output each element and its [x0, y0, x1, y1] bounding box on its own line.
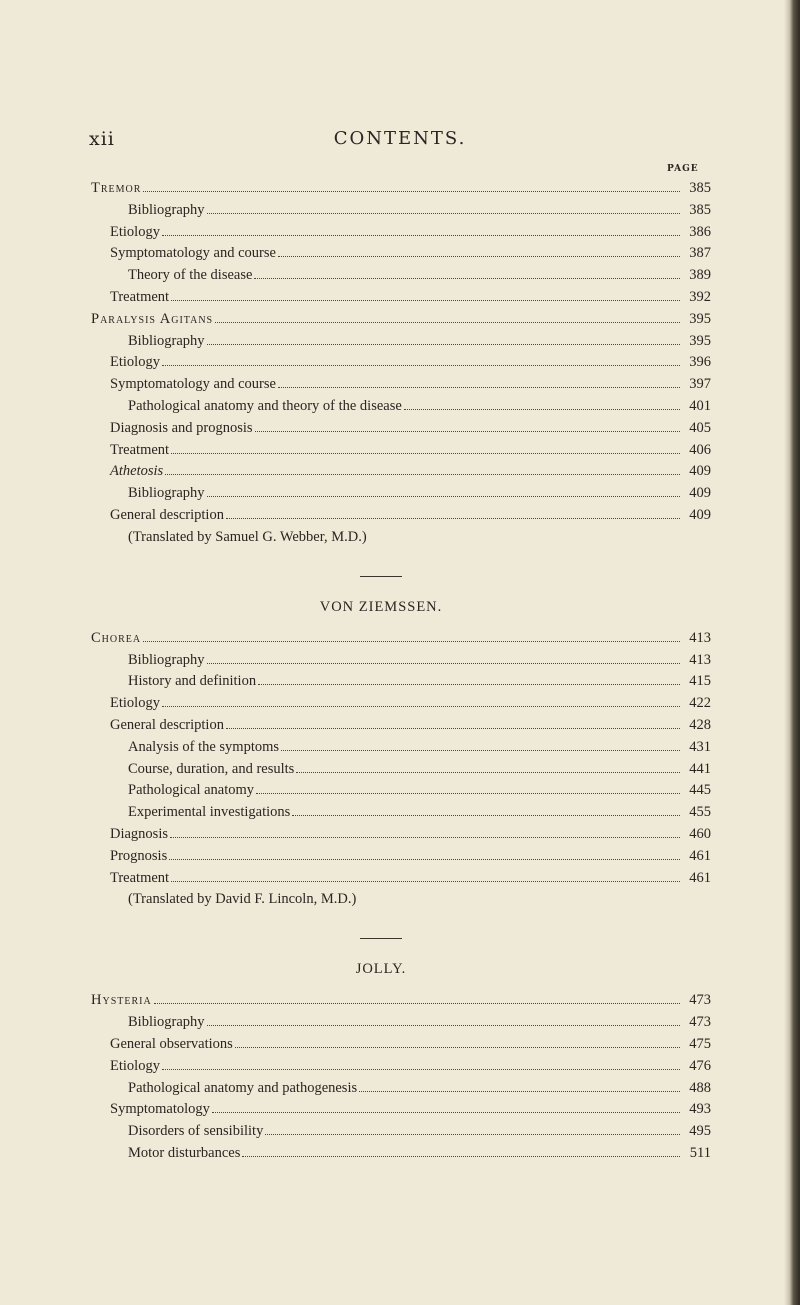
dot-leader [278, 387, 680, 388]
dot-leader [162, 1069, 680, 1070]
toc-entry[interactable] [91, 180, 711, 202]
toc-entry-page: 395 [689, 332, 711, 349]
dot-leader [207, 496, 680, 497]
dot-leader [171, 453, 680, 454]
dot-leader [296, 772, 680, 773]
toc-entry[interactable] [91, 652, 711, 674]
toc-entry-page: 389 [689, 267, 711, 284]
toc-entry-title: Treatment [110, 869, 170, 886]
dot-leader [171, 300, 680, 301]
toc-entry-page: 461 [689, 847, 711, 864]
toc-entry-page: 392 [689, 288, 711, 305]
toc-entry[interactable] [91, 1080, 711, 1102]
toc-entry-page: 401 [689, 397, 711, 414]
toc-entry[interactable] [91, 398, 711, 420]
toc-entry[interactable] [91, 1145, 711, 1167]
page-header [0, 128, 800, 152]
toc-entry[interactable] [91, 870, 711, 892]
toc-entry-title: Bibliography [128, 332, 205, 349]
toc-entry-title: Theory of the disease [128, 267, 253, 284]
toc-entry-title: Symptomatology and course [110, 376, 276, 393]
toc-entry-page: 511 [689, 1144, 711, 1161]
dot-leader [258, 684, 680, 685]
toc-entry-page: 475 [689, 1035, 711, 1052]
toc-entry-page: 385 [689, 180, 711, 196]
dot-leader [404, 409, 680, 410]
toc-entry-page: 460 [689, 825, 711, 842]
toc-entry-title: Symptomatology [110, 1101, 210, 1118]
toc-entry-title: General observations [110, 1035, 233, 1052]
toc-entry[interactable] [91, 717, 711, 739]
toc-entry-page: 395 [689, 310, 711, 327]
dot-leader [226, 518, 680, 519]
toc-entry[interactable] [91, 420, 711, 442]
dot-leader [165, 474, 680, 475]
dot-leader [242, 1156, 680, 1157]
toc-entry-title: Pathological anatomy [128, 782, 255, 799]
dot-leader [254, 278, 680, 279]
toc-entry[interactable] [91, 673, 711, 695]
page-edge-shadow [784, 0, 800, 1305]
toc-entry[interactable] [91, 630, 711, 652]
page-number: xii [89, 128, 115, 150]
dot-leader [171, 881, 680, 882]
toc-entry-page: 396 [689, 354, 711, 371]
dot-leader [207, 663, 680, 664]
toc-entry-title: Etiology [110, 354, 160, 371]
toc-entry-title: Hysteria [91, 992, 152, 1009]
toc-entry[interactable] [91, 1036, 711, 1058]
toc-entry-title: Bibliography [128, 1014, 205, 1031]
toc-entry[interactable] [91, 354, 711, 376]
toc-entry[interactable] [91, 804, 711, 826]
dot-leader [292, 815, 680, 816]
toc-entry-title: Etiology [110, 1057, 160, 1074]
toc-entry[interactable] [91, 376, 711, 398]
toc-entry-title: Treatment [110, 441, 170, 458]
toc-entry-page: 431 [689, 738, 711, 755]
toc-entry-title: Analysis of the symptoms [128, 738, 280, 755]
toc-entry-page: 385 [689, 201, 711, 218]
dot-leader [207, 1025, 680, 1026]
page-column-label: PAGE [667, 164, 699, 174]
toc-entry[interactable] [91, 507, 711, 529]
section-divider-rule [360, 576, 402, 577]
toc-entry-title: Course, duration, and results [128, 760, 295, 777]
toc-entry-page: 406 [689, 441, 711, 458]
section-author: JOLLY. [355, 961, 407, 978]
dot-leader [359, 1091, 680, 1092]
toc-entry[interactable] [91, 442, 711, 464]
dot-leader [143, 191, 680, 192]
toc-entry[interactable] [91, 739, 711, 761]
toc-entry[interactable] [91, 992, 711, 1014]
toc-entry[interactable] [91, 224, 711, 246]
toc-entry-page: 409 [689, 506, 711, 523]
toc-entry-page: 415 [689, 673, 711, 690]
toc-entry-title: Etiology [110, 223, 160, 240]
toc-entry-page: 409 [689, 463, 711, 480]
toc-entry-page: 428 [689, 716, 711, 733]
section-divider-rule [360, 938, 402, 939]
toc-entry[interactable] [91, 485, 711, 507]
toc-entry-page: 476 [689, 1057, 711, 1074]
toc-entry[interactable] [91, 202, 711, 224]
toc-entry-title: Motor disturbances [128, 1144, 241, 1161]
dot-leader [281, 750, 680, 751]
section-author: VON ZIEMSSEN. [319, 598, 443, 615]
toc-entry-page: 493 [689, 1101, 711, 1118]
dot-leader [162, 365, 680, 366]
dot-leader [278, 256, 680, 257]
dot-leader [162, 706, 680, 707]
dot-leader [207, 213, 680, 214]
toc-entry[interactable] [91, 695, 711, 717]
toc-entry-title: Athetosis [110, 463, 164, 480]
dot-leader [215, 322, 680, 323]
dot-leader [212, 1112, 680, 1113]
dot-leader [226, 728, 680, 729]
toc-entry-page: 387 [689, 245, 711, 262]
toc-entry-page: 441 [689, 760, 711, 777]
toc-entry-title: Bibliography [128, 651, 205, 668]
translator-credit: (Translated by Samuel G. Webber, M.D.) [128, 528, 367, 545]
toc-entry-title: Symptomatology and course [110, 245, 276, 262]
toc-entry-page: 413 [689, 651, 711, 668]
toc-entry[interactable] [91, 267, 711, 289]
toc-entry-page: 422 [689, 695, 711, 712]
toc-entry-page: 473 [689, 1014, 711, 1031]
toc-entry-page: 495 [689, 1123, 711, 1140]
toc-entry-page: 405 [689, 419, 711, 436]
toc-entry[interactable] [91, 1014, 711, 1036]
toc-entry-title: General description [110, 506, 224, 523]
toc-entry-page: 461 [689, 869, 711, 886]
toc-entry-page: 455 [689, 804, 711, 821]
toc-entry[interactable] [91, 826, 711, 848]
toc-entry-title: Tremor [91, 180, 142, 196]
toc-entry-page: 413 [689, 629, 711, 646]
dot-leader [255, 431, 680, 432]
toc-entry-title: Treatment [110, 288, 170, 305]
toc-entry[interactable] [91, 245, 711, 267]
toc-entry-title: Diagnosis and prognosis [110, 419, 253, 436]
toc-entry[interactable] [91, 1101, 711, 1123]
toc-entry-title: General description [110, 716, 224, 733]
toc-entry-page: 488 [689, 1079, 711, 1096]
toc-entry-title: Pathological anatomy and theory of the disease [128, 397, 402, 414]
translator-credit: (Translated by David F. Lincoln, M.D.) [128, 891, 357, 908]
dot-leader [169, 859, 680, 860]
toc-entry-title: Chorea [91, 629, 142, 646]
toc-entry[interactable] [91, 311, 711, 333]
toc-entry[interactable] [91, 848, 711, 870]
toc-entry[interactable] [91, 1123, 711, 1145]
dot-leader [170, 837, 680, 838]
toc-entry-title: Bibliography [128, 201, 205, 218]
toc-entry-title: Disorders of sensibility [128, 1123, 264, 1140]
table-of-contents [91, 180, 711, 1167]
toc-entry-title: Bibliography [128, 485, 205, 502]
toc-entry-title: Paralysis Agitans [91, 310, 214, 327]
toc-entry[interactable] [91, 333, 711, 355]
toc-entry[interactable] [91, 782, 711, 804]
toc-entry[interactable] [91, 1058, 711, 1080]
dot-leader [207, 344, 680, 345]
toc-entry-title: Experimental investigations [128, 804, 291, 821]
dot-leader [256, 793, 680, 794]
toc-entry-page: 397 [689, 376, 711, 393]
toc-entry[interactable] [91, 289, 711, 311]
toc-entry-title: Etiology [110, 695, 160, 712]
dot-leader [154, 1003, 680, 1004]
dot-leader [235, 1047, 680, 1048]
toc-entry[interactable] [91, 761, 711, 783]
toc-entry-page: 473 [689, 992, 711, 1009]
toc-entry-page: 386 [689, 223, 711, 240]
toc-entry-title: Pathological anatomy and pathogenesis [128, 1079, 358, 1096]
toc-entry-title: Prognosis [110, 847, 168, 864]
toc-entry[interactable] [91, 463, 711, 485]
toc-entry-page: 445 [689, 782, 711, 799]
dot-leader [143, 641, 680, 642]
toc-entry-title: History and definition [128, 673, 257, 690]
toc-entry-title: Diagnosis [110, 825, 168, 842]
toc-entry-page: 409 [689, 485, 711, 502]
dot-leader [162, 235, 680, 236]
page-title: CONTENTS. [333, 128, 467, 149]
dot-leader [265, 1134, 680, 1135]
